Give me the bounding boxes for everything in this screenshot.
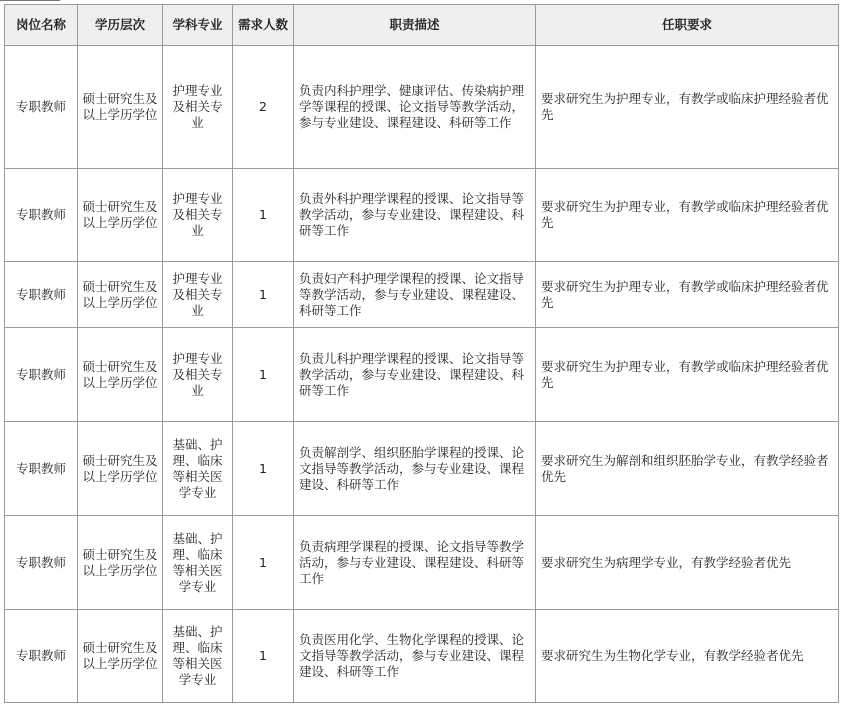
table-row	[5, 262, 839, 328]
cell-position: 专职教师	[5, 422, 78, 516]
cell-education: 硕士研究生及以上学历学位	[78, 262, 163, 328]
cell-position: 专职教师	[5, 516, 78, 610]
cell-duty: 负责外科护理学课程的授课、论文指导等教学活动，参与专业建设、课程建设、科研等工作	[294, 169, 536, 262]
cell-position: 专职教师	[5, 169, 78, 262]
header-row	[5, 5, 839, 46]
cell-count: 1	[233, 262, 294, 328]
header-major: 学科专业	[163, 5, 233, 46]
cell-position: 专职教师	[5, 46, 78, 169]
header-education: 学历层次	[78, 5, 163, 46]
header-position: 岗位名称	[5, 5, 78, 46]
cell-education: 硕士研究生及以上学历学位	[78, 169, 163, 262]
header-requirement: 任职要求	[536, 5, 839, 46]
cell-major: 护理专业及相关专业	[163, 328, 233, 422]
cell-major: 护理专业及相关专业	[163, 262, 233, 328]
cell-education: 硕士研究生及以上学历学位	[78, 328, 163, 422]
header-duty: 职责描述	[294, 5, 536, 46]
cell-duty: 负责儿科护理学课程的授课、论文指导等教学活动，参与专业建设、课程建设、科研等工作	[294, 328, 536, 422]
cell-major: 基础、护理、临床等相关医学专业	[163, 516, 233, 610]
cell-requirement: 要求研究生为生物化学专业，有教学经验者优先	[536, 610, 839, 703]
table-row	[5, 516, 839, 610]
table-row	[5, 610, 839, 703]
cell-education: 硕士研究生及以上学历学位	[78, 610, 163, 703]
table-row	[5, 328, 839, 422]
cell-duty: 负责医用化学、生物化学课程的授课、论文指导等教学活动，参与专业建设、课程建设、科研等工作	[294, 610, 536, 703]
cell-requirement: 要求研究生为护理专业，有教学或临床护理经验者优先	[536, 328, 839, 422]
recruitment-table	[4, 4, 839, 703]
table-row	[5, 169, 839, 262]
cell-requirement: 要求研究生为护理专业，有教学或临床护理经验者优先	[536, 262, 839, 328]
cell-count: 1	[233, 169, 294, 262]
cell-position: 专职教师	[5, 328, 78, 422]
cell-count: 1	[233, 422, 294, 516]
cell-count: 1	[233, 328, 294, 422]
cell-duty: 负责解剖学、组织胚胎学课程的授课、论文指导等教学活动，参与专业建设、课程建设、科研等工作	[294, 422, 536, 516]
cell-count: 1	[233, 516, 294, 610]
cell-position: 专职教师	[5, 262, 78, 328]
cell-education: 硕士研究生及以上学历学位	[78, 422, 163, 516]
cell-duty: 负责妇产科护理学课程的授课、论文指导等教学活动，参与专业建设、课程建设、科研等工作	[294, 262, 536, 328]
cell-education: 硕士研究生及以上学历学位	[78, 516, 163, 610]
cell-major: 护理专业及相关专业	[163, 46, 233, 169]
cell-major: 基础、护理、临床等相关医学专业	[163, 610, 233, 703]
table-row	[5, 46, 839, 169]
cell-count: 2	[233, 46, 294, 169]
cell-major: 护理专业及相关专业	[163, 169, 233, 262]
cell-requirement: 要求研究生为解剖和组织胚胎学专业，有教学经验者优先	[536, 422, 839, 516]
cell-requirement: 要求研究生为护理专业，有教学或临床护理经验者优先	[536, 169, 839, 262]
cell-count: 1	[233, 610, 294, 703]
cell-duty: 负责内科护理学、健康评估、传染病护理学等课程的授课、论文指导等教学活动，参与专业建设、课程建设、科研等工作	[294, 46, 536, 169]
cell-requirement: 要求研究生为病理学专业，有教学经验者优先	[536, 516, 839, 610]
cell-duty: 负责病理学课程的授课、论文指导等教学活动，参与专业建设、课程建设、科研等工作	[294, 516, 536, 610]
table-row	[5, 422, 839, 516]
header-count: 需求人数	[233, 5, 294, 46]
cell-requirement: 要求研究生为护理专业，有教学或临床护理经验者优先	[536, 46, 839, 169]
cell-education: 硕士研究生及以上学历学位	[78, 46, 163, 169]
cell-position: 专职教师	[5, 610, 78, 703]
cell-major: 基础、护理、临床等相关医学专业	[163, 422, 233, 516]
